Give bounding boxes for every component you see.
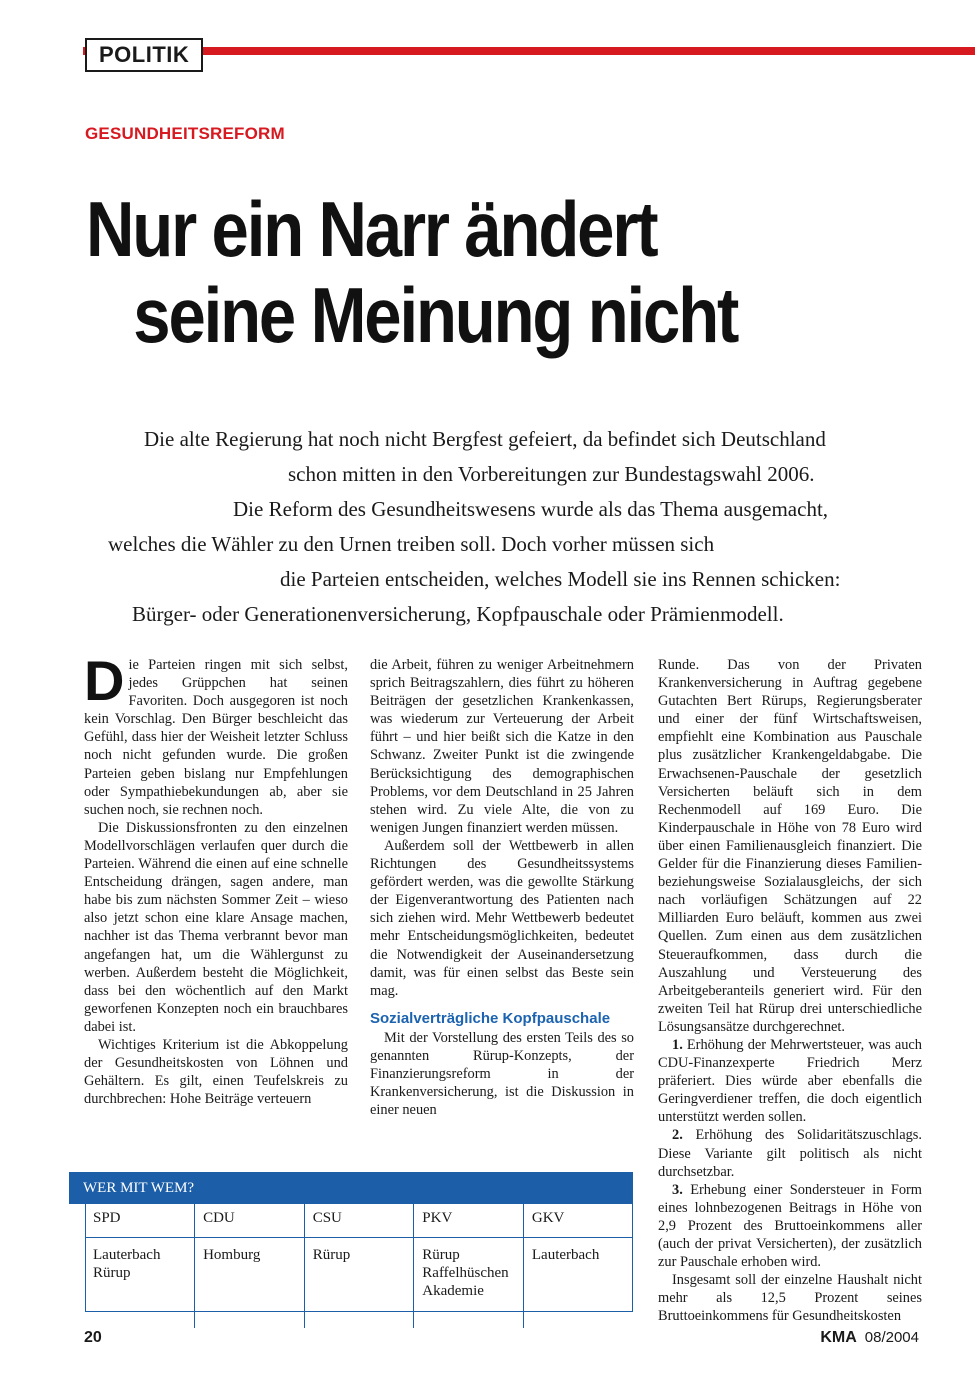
cell-line: Lauterbach <box>531 1247 600 1263</box>
section-rule <box>83 47 975 55</box>
table-cell <box>523 1238 633 1329</box>
table-cell <box>85 1238 195 1329</box>
table-header-cell: SPD <box>85 1204 195 1238</box>
info-box-title: WER MIT WEM? <box>69 1172 617 1204</box>
table-header-cell: CSU <box>304 1204 414 1238</box>
paragraph: Wichtiges Kriterium ist die Abkoppelung der Gesundheitskosten von Löhnen und Gehältern. Es gilt, einen Teufelskreis zu durchbrechen: Hohe Beiträge verteuern <box>84 1036 348 1108</box>
cell-line: Rürup <box>93 1265 131 1281</box>
table-cell <box>304 1238 414 1329</box>
paragraph-text: ie Parteien ringen mit sich selbst, jedes Grüppchen hat seinen Favoriten. Doch ausgegoren ist noch kein Vorschlag. Den Bürger beschleicht das Gefühl, dass hier der Weisheit letzter Schluss noch nicht gefunden wurde. Die großen Parteien geben bislang nur Empfehlungen oder Sympathiebekundungen ab, aber sie suchen noch, sie rechnen noch. <box>84 657 348 818</box>
headline <box>86 186 843 358</box>
lead-line: schon mitten in den Vorbereitungen zur Bundestagswahl 2006. <box>288 462 815 486</box>
paragraph <box>84 649 348 819</box>
list-number: 1. <box>672 1036 683 1053</box>
paragraph-text: Erhöhung der Mehrwertsteuer, was auch CDU-Finanzexperte Friedrich Merz präferiert. Dies würde aber ebenfalls die Geringverdiener treffen, die doch eigentlich unterstützt werden sollen. <box>658 1036 922 1126</box>
paragraph-text: Erhöhung des Solidaritätszuschlags. Diese Variante gilt politisch als nicht durchsetzbar. <box>658 1127 922 1180</box>
lead-line: die Parteien entscheiden, welches Modell sie ins Rennen schicken: <box>280 567 841 591</box>
list-number: 3. <box>672 1181 683 1198</box>
paragraph: Insgesamt soll der einzelne Haushalt nicht mehr als 12,5 Prozent seines Bruttoeinkommens für Gesundheitskosten <box>658 1272 922 1325</box>
issue-number: 08/2004 <box>864 1329 919 1346</box>
kicker: GESUNDHEITSREFORM <box>85 124 285 143</box>
table-header-cell: GKV <box>523 1204 633 1238</box>
lead-line: Die Reform des Gesundheitswesens wurde als das Thema ausgemacht, <box>233 497 829 521</box>
paragraph: Mit der Vorstellung des ersten Teils des so genannten Rürup-Konzepts, der Finanzierungsreform in der Krankenversicherung, ist die Diskussion in einer neuen <box>370 1029 634 1119</box>
cell-line: Homburg <box>203 1247 261 1263</box>
cell-line: Rürup <box>422 1247 460 1263</box>
article-column-1 <box>84 649 348 1108</box>
section-label: POLITIK <box>85 38 203 72</box>
article-column-3 <box>658 656 922 1325</box>
table-cell <box>195 1238 305 1329</box>
cell-line: Akademie <box>422 1283 484 1299</box>
lead-paragraph <box>100 422 920 632</box>
magazine-name: KMA <box>820 1329 857 1346</box>
paragraph: Die Diskussionsfronten zu den einzelnen Modellvorschlägen verlaufen quer durch die Parteien. Während die einen auf eine schnelle Entscheidung drängen, sagen andere, man habe bis zum nächsten Sommer Zeit – wieso also jetzt schon eine klare Ansage machen, nachher ist das Thema verbrannt bevor man angefangen hat, um die Wählergunst zu werben. Außerdem besteht die Möglichkeit, dass bei den wöchentlich auf den Markt geworfenen Konzepten noch ein brauchbares dabei ist. <box>84 819 348 1035</box>
table-row <box>85 1238 633 1329</box>
paragraph: die Arbeit, führen zu weniger Arbeitnehmern sprich Beitragszahlern, dies führt zu höheren Beiträgen der gesetzlichen Krankenkassen, was wiederum zur Verteuerung der Arbeit führt – und hier beißt sich die Katze in den Schwanz. Zweiter Punkt ist die zwingende Berücksichtigung des demographischen Problems, vor dem Deutschland in 25 Jahren stehen wird. Zu viele Alte, die von zu wenigen Jungen finanziert werden müssen. <box>370 657 634 836</box>
lead-line: Bürger- oder Generationenversicherung, Kopfpauschale oder Prämienmodell. <box>132 602 784 626</box>
table-cell <box>414 1238 524 1329</box>
cell-line: Raffelhüschen <box>422 1265 509 1281</box>
cell-line: Lauterbach <box>93 1247 161 1263</box>
lead-line: welches die Wähler zu den Urnen treiben soll. Doch vorher müssen sich <box>108 532 715 556</box>
table-header-row <box>85 1204 633 1238</box>
article-column-2 <box>370 656 634 1119</box>
headline-line-1: Nur ein Narr ändert <box>86 185 657 273</box>
paragraph: Außerdem soll der Wettbewerb in allen Richtungen des Gesundheitssystems gefördert werden, was die gewollte Stärkung der Eigenverantwortung des Patienten nach sich ziehen wird. Mehr Wettbewerb bedeutet mehr Entscheidungsmöglichkeiten, bedeutet die Notwendigkeit der Auseinandersetzung damit, was für einen selbst das Beste sein mag. <box>370 837 634 999</box>
paragraph <box>658 1126 922 1180</box>
info-box-wer-mit-wem <box>69 1172 633 1312</box>
dropcap: D <box>84 649 125 712</box>
paragraph <box>658 1036 922 1126</box>
table-header-cell: PKV <box>414 1204 524 1238</box>
footer-issue <box>820 1329 919 1347</box>
cell-line: Rürup <box>312 1247 351 1263</box>
paragraph <box>658 1181 922 1271</box>
lead-line: Die alte Regierung hat noch nicht Bergfest gefeiert, da befindet sich Deutschland <box>144 427 826 451</box>
subheading: Sozialverträgliche Kopfpauschale <box>370 1009 611 1027</box>
paragraph-text: Erhebung einer Sondersteuer in Form eines lohnbezogenen Beitrags in Höhe von 2,9 Prozent des Bruttoeinkommens aller (auch der privat Versicherten), der zusätzlich zur Pauschale erhoben wird. <box>658 1181 922 1271</box>
headline-line-2: seine Meinung nicht <box>133 271 738 359</box>
paragraph: Runde. Das von der Privaten Krankenversicherung in Auftrag gegebene Gutachten Bert Rürups, Regierungsberater und einer der fünf Wirtschaftsweisen, empfiehlt eine Kombination aus Pauschale plus zusätzlicher Krankengeldabgabe. Die Erwachsenen-Pauschale der gesetzlich Versicherten beläuft sich in dem Rechenmodell auf 169 Euro. Die Kinderpauschale in Höhe von 78 Euro wird über einen Familienausgleich finanziert. Die Gelder für die Finanzierung dieses Familien- beziehungsweise Sozialausgleichs, der sich nach vorläufigen Schätzungen auf 22 Milliarden Euro beläuft, kommen aus zwei Quellen. Zum einen aus dem zusätzlichen Steueraufkommen, dass durch die Auszahlung und Versteuerung des Arbeitgeberanteils generiert wird. Für den zweiten Teil hat Rürup drei unterschiedliche Lösungsansätze durchgerechnet. <box>658 657 922 1035</box>
page-number: 20 <box>84 1329 102 1346</box>
party-table <box>85 1204 633 1328</box>
table-header-cell: CDU <box>195 1204 305 1238</box>
list-number: 2. <box>672 1127 683 1144</box>
